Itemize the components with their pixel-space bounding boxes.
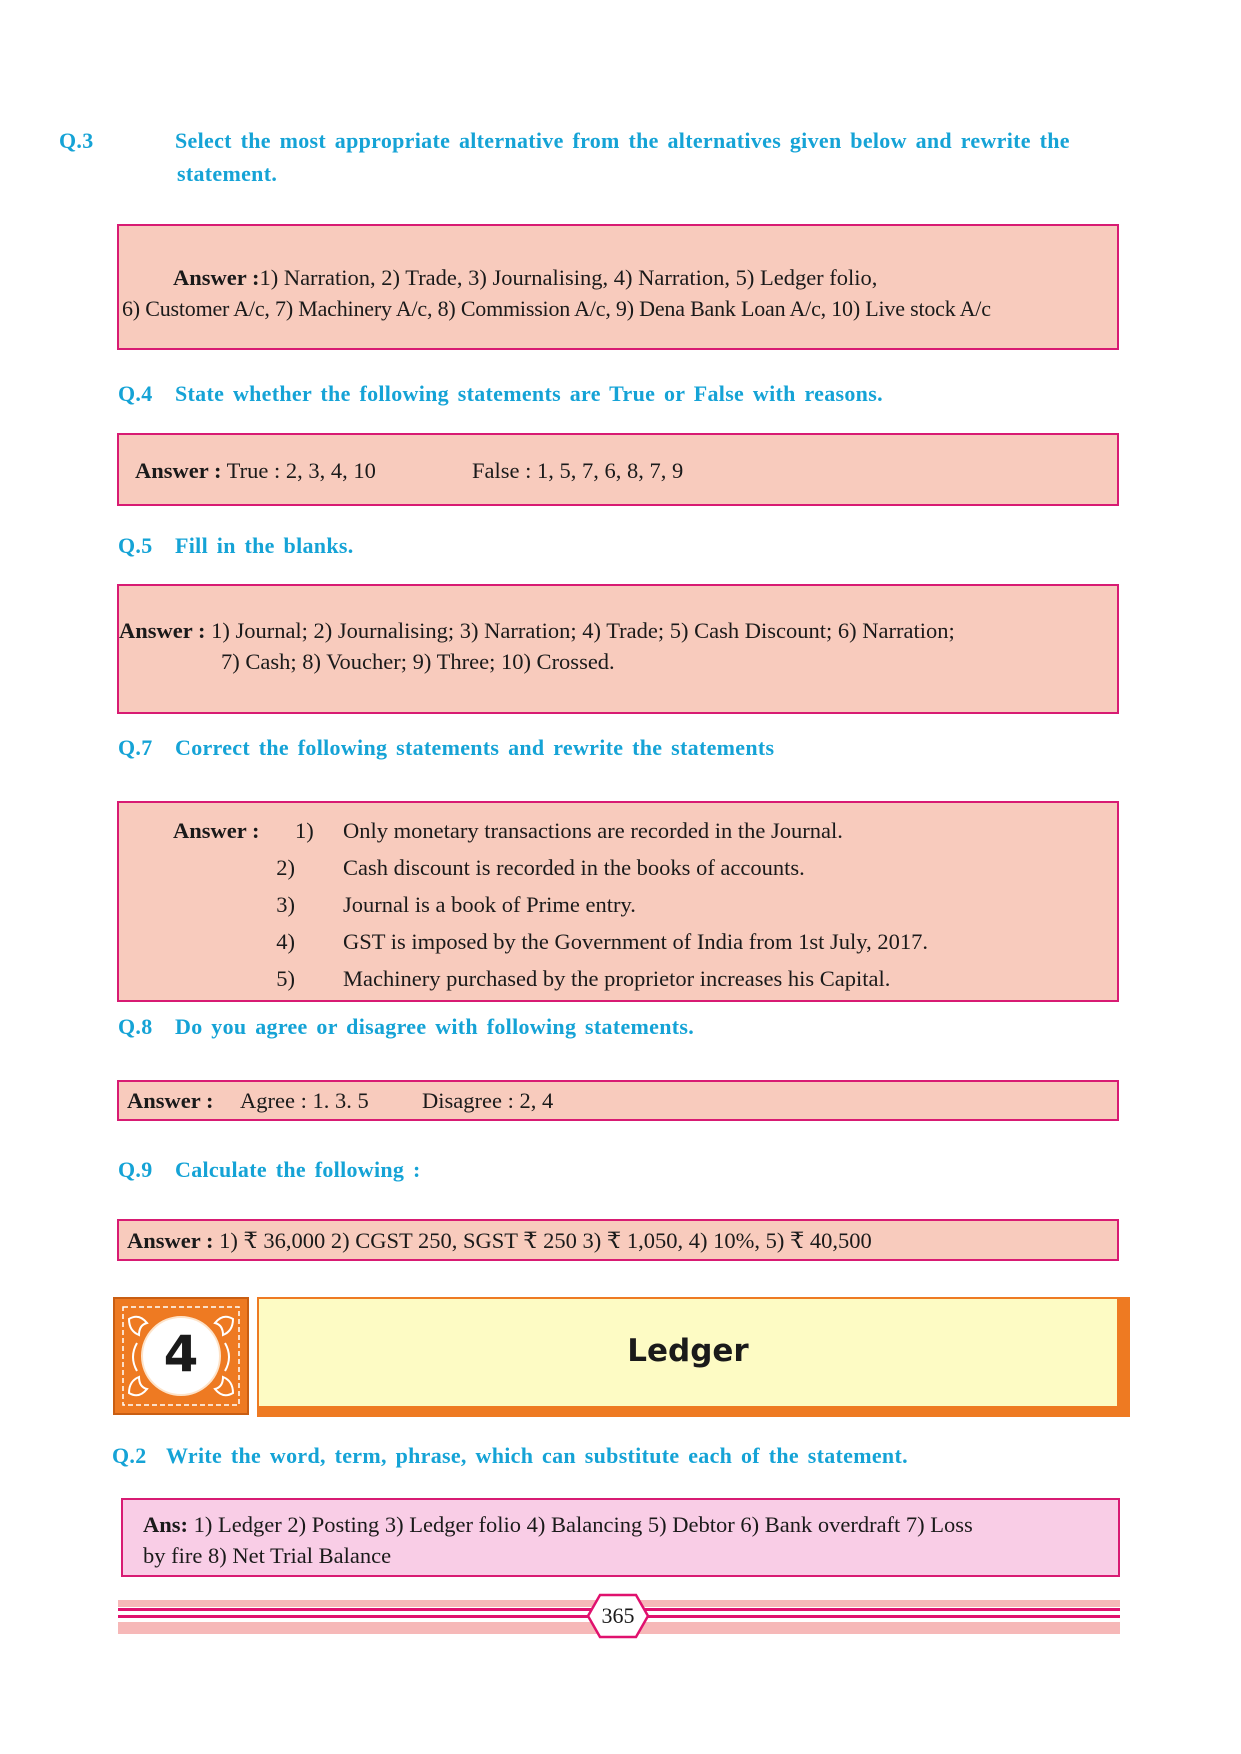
q2-answer-box <box>121 1498 1120 1577</box>
q7-item-1: 1) Only monetary transactions are recorded in the Journal. <box>295 818 843 843</box>
q5-number: Q.5 <box>118 533 153 558</box>
q7-item-2: 2) Cash discount is recorded in the books of accounts. <box>276 855 805 880</box>
q7-answer-label: Answer : <box>173 818 260 843</box>
q9-text: Calculate the following : <box>175 1157 421 1182</box>
q5-text: Fill in the blanks. <box>175 533 354 558</box>
q7-item-5: 5) Machinery purchased by the proprietor increases his Capital. <box>276 966 891 991</box>
q4-true: True : 2, 3, 4, 10 <box>226 458 376 483</box>
q7-item-3: 3) Journal is a book of Prime entry. <box>276 892 636 917</box>
q4-text: State whether the following statements are True or False with reasons. <box>175 381 883 406</box>
q3-answer-line2: 6) Customer A/c, 7) Machinery A/c, 8) Commission A/c, 9) Dena Bank Loan A/c, 10) Live stock A/c <box>122 296 991 321</box>
chapter-badge <box>113 1297 249 1415</box>
q9-heading <box>118 1153 1118 1186</box>
chapter-title-bar <box>257 1297 1130 1417</box>
q8-heading <box>118 1010 1118 1043</box>
q8-answer-label: Answer : <box>127 1088 214 1113</box>
q2-answer-line1: 1) Ledger 2) Posting 3) Ledger folio 4) Balancing 5) Debtor 6) Bank overdraft 7) Loss <box>193 1512 973 1537</box>
q3-heading <box>59 124 1118 190</box>
q3-answer-line1: 1) Narration, 2) Trade, 3) Journalising, 4) Narration, 5) Ledger folio, <box>259 265 878 290</box>
q2-answer-label: Ans: <box>143 1512 189 1537</box>
q5-answer-label: Answer : <box>119 618 206 643</box>
q8-answer-box <box>117 1080 1119 1121</box>
q4-false: False : 1, 5, 7, 6, 8, 7, 9 <box>472 458 684 483</box>
q5-answer-box <box>117 584 1119 714</box>
q9-number: Q.9 <box>118 1157 153 1182</box>
q4-answer-label: Answer : <box>135 458 222 483</box>
q8-disagree: Disagree : 2, 4 <box>422 1088 554 1113</box>
q7-answer-box <box>117 801 1119 1002</box>
chapter-number: 4 <box>163 1325 199 1383</box>
page-number: 365 <box>601 1603 635 1628</box>
q8-text: Do you agree or disagree with following statements. <box>175 1014 695 1039</box>
q5-answer-line1: 1) Journal; 2) Journalising; 3) Narration; 4) Trade; 5) Cash Discount; 6) Narration; <box>211 618 955 643</box>
q3-number: Q.3 <box>59 128 94 153</box>
q8-number: Q.8 <box>118 1014 153 1039</box>
page-number-badge <box>586 1593 650 1639</box>
q2-text: Write the word, term, phrase, which can substitute each of the statement. <box>166 1443 908 1468</box>
q5-heading <box>118 529 1118 562</box>
q7-text: Correct the following statements and rewrite the statements <box>175 735 775 760</box>
q3-text: Select the most appropriate alternative from the alternatives given below and rewrite the statement. <box>175 128 1070 186</box>
chapter-title: Ledger <box>627 1333 749 1369</box>
q9-answer: 1) ₹ 36,000 2) CGST 250, SGST ₹ 250 3) ₹ 1,050, 4) 10%, 5) ₹ 40,500 <box>219 1228 872 1253</box>
q4-number: Q.4 <box>118 381 153 406</box>
q7-item-4: 4) GST is imposed by the Government of India from 1st July, 2017. <box>276 929 928 954</box>
q2-heading <box>112 1439 1112 1472</box>
q5-answer-line2: 7) Cash; 8) Voucher; 9) Three; 10) Crossed. <box>221 649 615 674</box>
q7-number: Q.7 <box>118 735 153 760</box>
q9-answer-label: Answer : <box>127 1228 214 1253</box>
q9-answer-box <box>117 1219 1119 1261</box>
q4-answer-box <box>117 433 1119 506</box>
q2-answer-line2: by fire 8) Net Trial Balance <box>143 1543 392 1568</box>
q8-agree: Agree : 1. 3. 5 <box>240 1088 369 1113</box>
q3-answer-box <box>117 224 1119 350</box>
q2-number: Q.2 <box>112 1443 147 1468</box>
q3-answer-label: Answer : <box>173 265 260 290</box>
q7-heading <box>118 731 1118 764</box>
q4-heading <box>118 377 1118 410</box>
